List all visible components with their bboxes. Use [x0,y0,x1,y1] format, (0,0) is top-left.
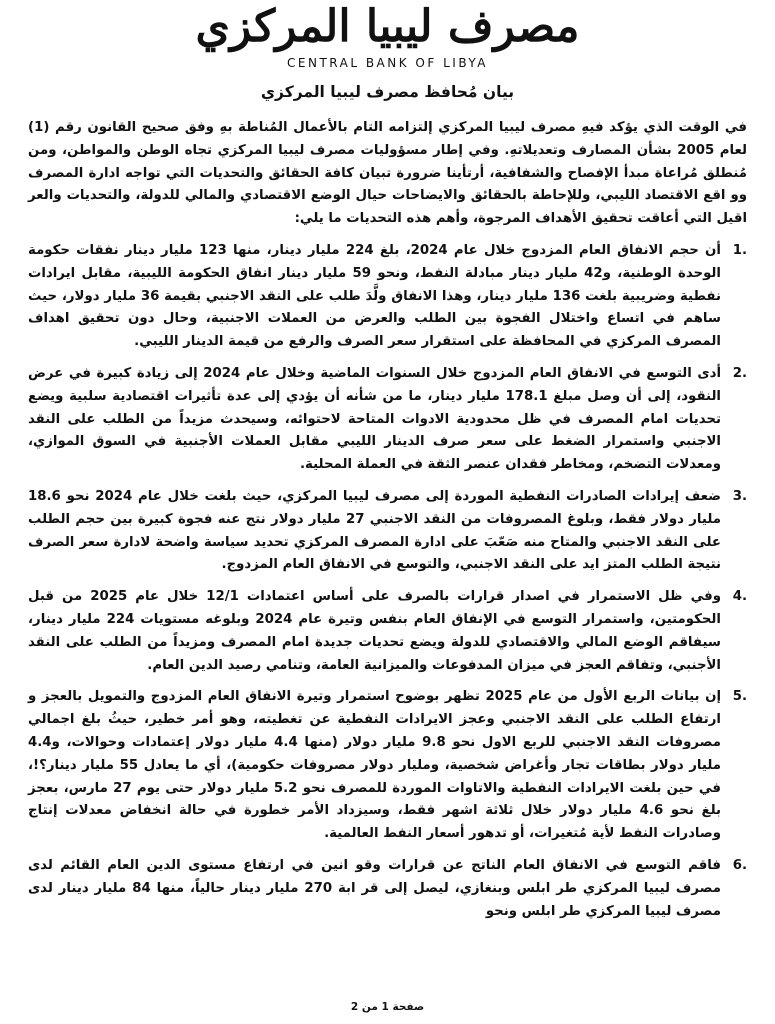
list-item [28,486,747,577]
item-number: 6. [732,857,747,873]
list-item [28,240,747,354]
bank-logo-arabic: مصرف ليبيا المركزي [195,1,580,52]
item-number: 4. [732,589,747,605]
list-item [28,855,747,923]
intro-paragraph: في الوقت الذي يؤكد فيهِ مصرف ليبيا المركزي إلتزامه التام بالأعمال المُناطة بهِ وفق صحيح القانون رقم (1) لعام 2005 بشأن المصارف وتعديلاتهِ. وفي إطار مسؤوليات مصرف ليبيا المركزي تجاه الوطن والمواطن، ومن مُنطلق مُراعاة مبدأ الإفصاح والشفافية، أرتأينا ضرورة تبيان كافة الحقائق والتحديات التي تواجه ادارة المصرف وو اقع الاقتصاد الليبي، وللإحاطة بالحقائق والايضاحات حيال الوضع الاقتصادي والمالي للدولة، والتحديات والعر اقيل التي أعاقت تحقيق الأهداف المرجوة، وأهم هذه التحديات ما يلي: [28,120,747,227]
item-text: فاقم التوسع في الانفاق العام الناتج عن قرارات وقو انين في ارتفاع مستوى الدين العام القائم لدى مصرف ليبيا المركزي طر ابلس وبنغازي، ليصل إلى قر ابة 270 مليار دينار حالياً، منها 84 مليار دينار لدى مصرف ليبيا المركزي طر ابلس ونحو [28,857,721,919]
list-item [28,686,747,846]
item-text: أدى التوسع في الانفاق العام المزدوج خلال السنوات الماضية وخلال عام 2024 إلى زيادة كبيرة في عرض النقود، إلى أن وصل مبلغ 178.1 مليار دينار، ما من شأنه أن يؤدي إلى عدة تأثيرات اقتصادية سلبية ويضع تحديات امام المصرف في ظل محدودية الادوات المتاحة لاحتوائه، وسيحدث مزيداً من الطلب على النقد الاجنبي واستمرار الضغط على سعر صرف الدينار الليبي مقابل العملات الأجنبية في السوق الموازي، ومعدلات التضخم، ومخاطر فقدان عنصر الثقة في العملة المحلية. [28,365,722,473]
item-number: 5. [732,689,747,705]
statement-title: بيان مُحافظ مصرف ليبيا المركزي [260,83,515,101]
item-number: 1. [732,242,747,258]
list-item [28,586,747,677]
list-item [28,363,747,477]
challenges-list [28,240,747,923]
bank-logo-english: CENTRAL BANK OF LIBYA [287,56,488,70]
item-text: وفي ظل الاستمرار في اصدار قرارات بالصرف على أساس اعتمادات 12/1 خلال عام 2025 من قبل الحكومتين، واستمرار التوسع في الإنفاق العام بنفس وتيرة عام 2024 وبلوغه مستويات 224 مليار دينار، سيفاقم الوضع المالي والاقتصادي للدولة ويضع تحديات جديدة امام المصرف ومزيداً من الطلب على النقد الأجنبي، وتفاقم العجز في ميزان المدفوعات والميزانية العامة، وتنامي رصيد الدين العام. [28,589,721,673]
item-text: أن حجم الانفاق العام المزدوج خلال عام 2024، بلغ 224 مليار دينار، منها 123 مليار دينار نفقات حكومة الوحدة الوطنية، و42 مليار دينار مبادلة النفط، ونحو 59 مليار دينار انفاق الحكومة الليبية، مقابل ايرادات نفطية وضريبية بلغت 136 مليار دينار، وهذا الانفاق ولَّدَ طلب على النقد الاجنبي بقيمة 36 مليار دولار، حيث ساهم في اتساع واختلال الفجوة بين الطلب والعرض من العملات الاجنبية، وحال دون تحقيق اهداف المصرف المركزي في المحافظة على استقرار سعر الصرف والرفع من قيمة الدينار الليبي. [28,242,721,350]
page-number: صفحة 1 من 2 [350,1001,425,1013]
statement-body [28,117,747,923]
item-number: 2. [732,365,747,381]
item-number: 3. [732,488,747,504]
item-text: ضعف إيرادات الصادرات النفطية الموردة إلى مصرف ليبيا المركزي، حيث بلغت خلال عام 2024 نحو 18.6 مليار دولار فقط، وبلوغ المصروفات من النقد الاجنبي 27 مليار دولار نتج عنه فجوة كبيرة بين حجم الطلب على النقد الاجنبي والمتاح منه صَعّبَ على ادارة المصرف المركزي تحديد سياسة واضحة لادارة سعر الصرف نتيجة الطلب المتز ايد على النقد الاجنبي، والتوسع في الانفاق العام المزدوج. [28,488,722,573]
item-text: إن بيانات الربع الأول من عام 2025 تظهر بوضوح استمرار وتيرة الانفاق العام المزدوج والتمويل بالعجز و ارتفاع الطلب على النقد الاجنبي وعجز الايرادات النفطية عن تغطيته، وهو أمر خطير، حيثُ بلغ اجمالي مصروفات النقد الاجنبي للربع الاول نحو 9.8 مليار دولار (منها 4.4 مليار دولار إعتمادات وحوالات، و4.4 مليار دولار بطاقات تجار وأغراض شخصية، ومليار دولار مصروفات حكومية)، أي ما يعادل 55 مليار دينار؟!، في حين بلغت الايرادات النفطية والاتاوات الموردة للمصرف نحو 5.2 مليار دولار حتى يوم 27 مارس، بعجز بلغ نحو 4.6 مليار دولار خلال ثلاثة اشهر فقط، وسيزداد الأمر خطورة في حالة انخفاض معدلات إنتاج وصادرات النفط لأية مُتغيرات، أو تدهور أسعار النفط العالمية. [28,689,722,842]
